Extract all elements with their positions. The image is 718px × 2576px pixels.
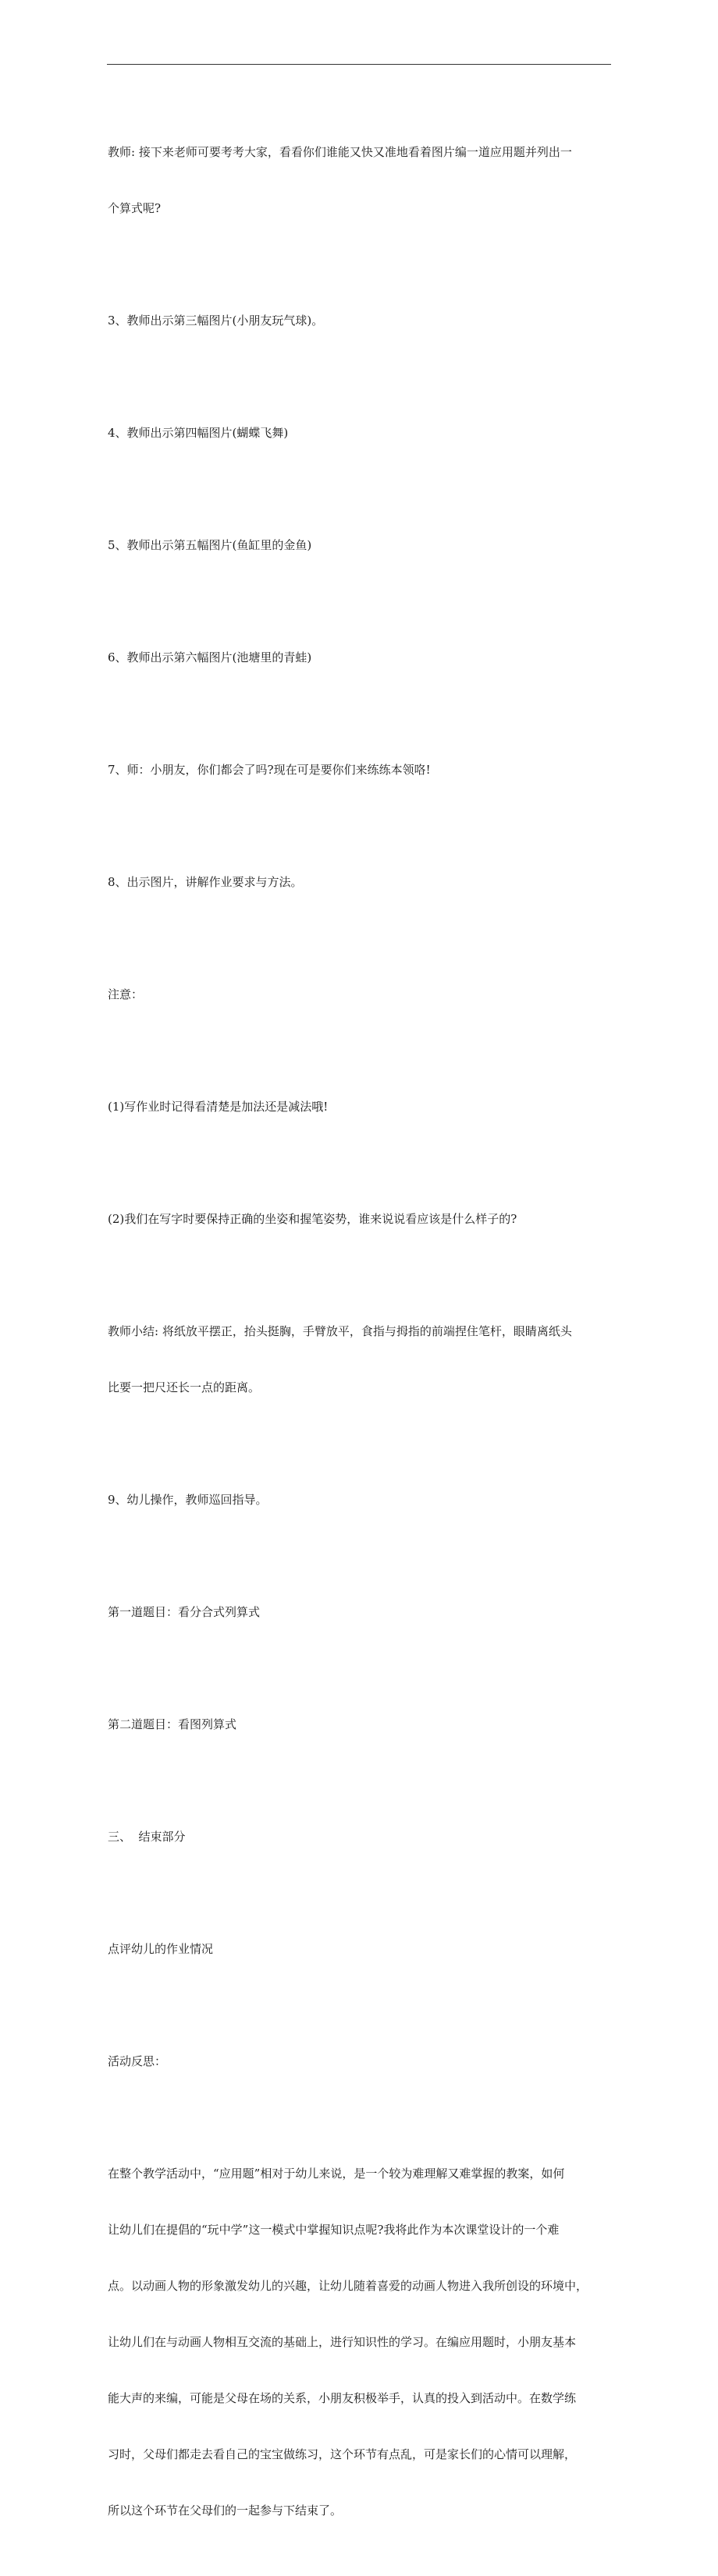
paragraph-teacher-summary xyxy=(108,1284,613,1434)
text-line: 能大声的来编，可能是父母在场的关系，小朋友积极举手，认真的投入到活动中。在数学练 xyxy=(108,2391,577,2405)
text-line: 7、师：小朋友，你们都会了吗?现在可是要你们来练练本领咯! xyxy=(108,763,431,777)
text-line: 6、教师出示第六幅图片(池塘里的青蛙) xyxy=(108,650,312,664)
paragraph-teacher-question xyxy=(108,105,613,255)
paragraph-step-8 xyxy=(108,835,613,929)
paragraph-reflection-heading xyxy=(108,2014,613,2108)
paragraph-step-9 xyxy=(108,1453,613,1547)
document-body xyxy=(108,105,613,2576)
text-line: 教师小结: 将纸放平摆正，抬头挺胸，手臂放平，食指与拇指的前端捏住笔杆，眼睛离纸头 xyxy=(108,1324,572,1338)
text-line: 在整个教学活动中，“应用题”相对于幼儿来说，是一个较为难理解又难掌握的教案，如何 xyxy=(108,2167,565,2181)
text-line: 点评幼儿的作业情况 xyxy=(108,1942,214,1956)
paragraph-exercise-2 xyxy=(108,1678,613,1771)
paragraph-step-3 xyxy=(108,274,613,367)
paragraph-note-heading xyxy=(108,948,613,1041)
text-line: 点。以动画人物的形象激发幼儿的兴趣，让幼儿随着喜爱的动画人物进入我所创设的环境中， xyxy=(108,2279,588,2293)
text-line: 4、教师出示第四幅图片(蝴蝶飞舞) xyxy=(108,426,289,440)
text-line: 9、幼儿操作，教师巡回指导。 xyxy=(108,1493,268,1507)
paragraph-exercise-1 xyxy=(108,1565,613,1659)
text-line: 第一道题目：看分合式列算式 xyxy=(108,1605,261,1619)
text-line: 教师: 接下来老师可要考考大家，看看你们谁能又快又准地看着图片编一道应用题并列出一 xyxy=(108,145,572,159)
text-line: (2)我们在写字时要保持正确的坐姿和握笔姿势，谁来说说看应该是什么样子的? xyxy=(108,1212,517,1226)
text-line: 习时，父母们都走去看自己的宝宝做练习，这个环节有点乱，可是家长们的心情可以理解， xyxy=(108,2447,577,2461)
header-rule xyxy=(107,64,611,65)
text-line: 8、出示图片，讲解作业要求与方法。 xyxy=(108,875,303,889)
text-line: 让幼儿们在与动画人物相互交流的基础上，进行知识性的学习。在编应用题时，小朋友基本 xyxy=(108,2335,577,2349)
text-line: 比要一把尺还长一点的距离。 xyxy=(108,1380,261,1394)
paragraph-step-7 xyxy=(108,723,613,817)
text-line: 个算式呢? xyxy=(108,201,162,215)
text-line: 三、 结束部分 xyxy=(108,1830,186,1844)
text-line: 让幼儿们在提倡的“玩中学”这一模式中掌握知识点呢?我将此作为本次课堂设计的一个难 xyxy=(108,2223,560,2237)
text-line: (1)写作业时记得看清楚是加法还是减法哦! xyxy=(108,1100,329,1114)
text-line: 3、教师出示第三幅图片(小朋友玩气球)。 xyxy=(108,314,324,328)
paragraph-note-2 xyxy=(108,1172,613,1266)
paragraph-step-4 xyxy=(108,386,613,480)
paragraph-review xyxy=(108,1902,613,1996)
text-line: 活动反思： xyxy=(108,2054,167,2068)
text-line: 注意： xyxy=(108,987,144,1001)
paragraph-note-1 xyxy=(108,1060,613,1153)
text-line: 第二道题目：看图列算式 xyxy=(108,1717,237,1731)
text-line: 5、教师出示第五幅图片(鱼缸里的金鱼) xyxy=(108,538,312,552)
text-line: 所以这个环节在父母们的一起参与下结束了。 xyxy=(108,2503,343,2518)
paragraph-reflection-body xyxy=(108,2127,613,2557)
paragraph-step-6 xyxy=(108,611,613,704)
paragraph-step-5 xyxy=(108,498,613,592)
section-heading-ending xyxy=(108,1790,613,1883)
